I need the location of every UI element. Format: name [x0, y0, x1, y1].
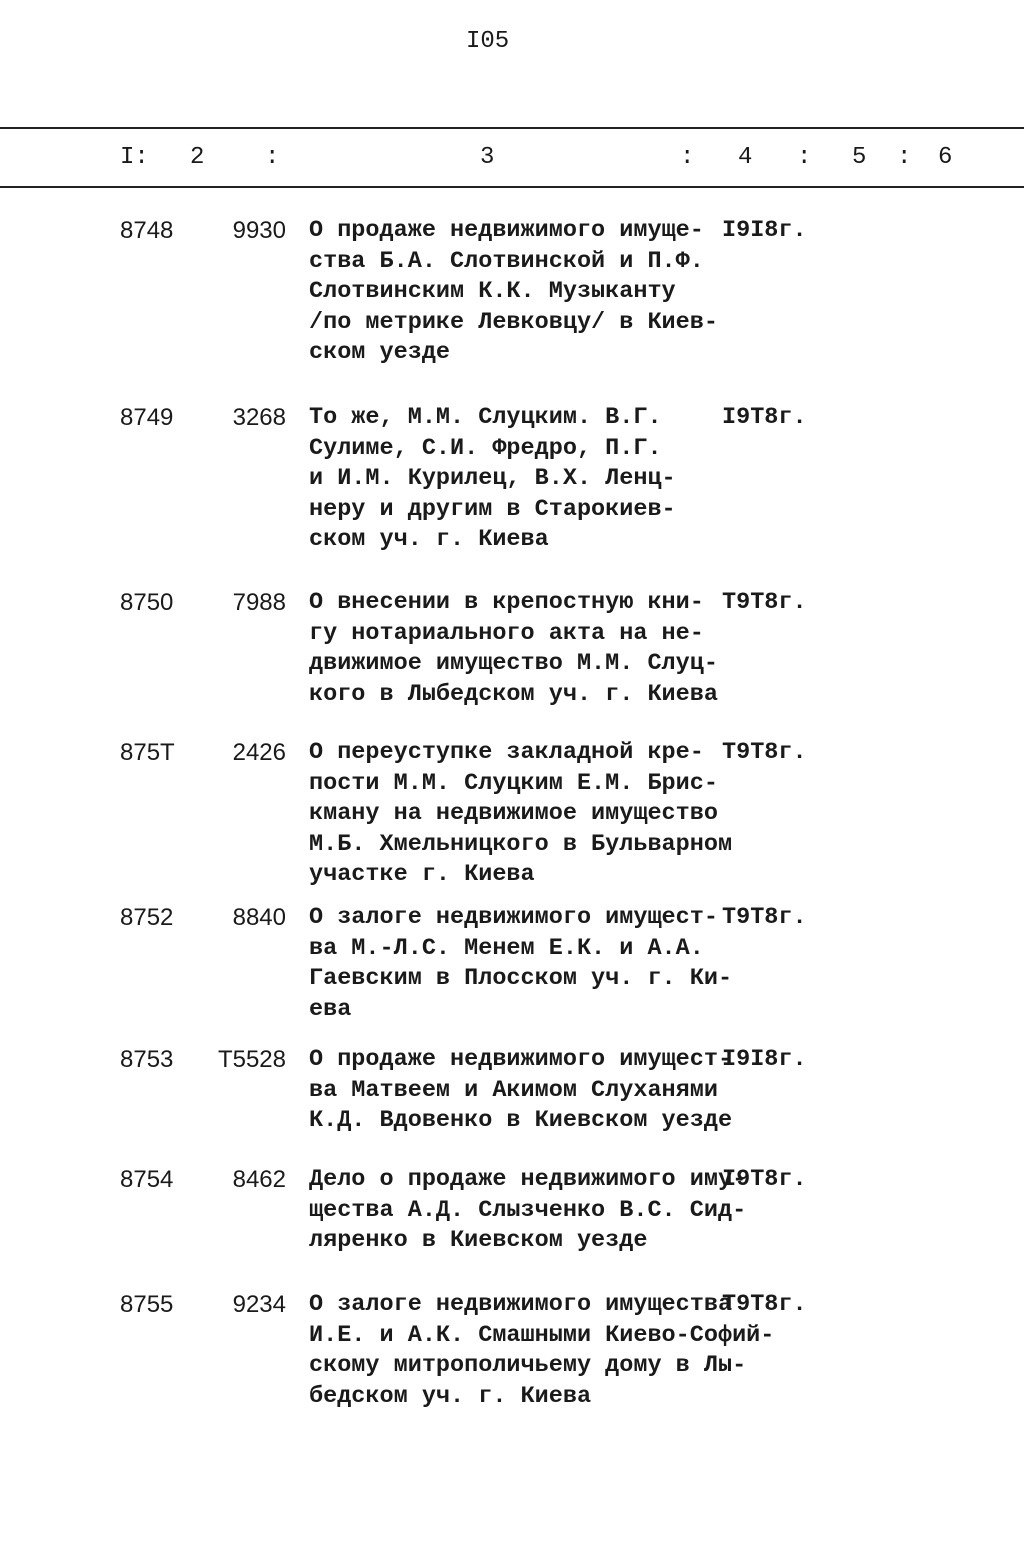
description-line: участке г. Киева: [309, 861, 535, 888]
description-line: М.Б. Хмельницкого в Бульварном: [309, 830, 733, 858]
description-line: Сулиме, С.И. Фредро, П.Г.: [309, 434, 662, 462]
header-sep: :: [680, 144, 695, 171]
record-year: I9T8г.: [722, 1166, 807, 1193]
description-line: О продаже недвижимого имущест-: [309, 1046, 733, 1073]
record-code: 2426: [232, 739, 286, 766]
header-bottom-rule: [0, 186, 1024, 188]
record-number: 8748: [120, 217, 174, 244]
description-line: И.Е. и А.К. Смашными Киево-Софий-: [309, 1321, 775, 1349]
header-col3: 3: [480, 144, 495, 171]
record-number: 8753: [120, 1046, 174, 1073]
record-description: [309, 903, 732, 1025]
record-year: I9I8г.: [722, 217, 807, 244]
record-year: T9T8г.: [722, 589, 807, 616]
header-sep: :: [897, 144, 912, 171]
header-sep: :: [265, 144, 280, 171]
description-line: щества А.Д. Слызченко В.С. Сид-: [309, 1196, 747, 1224]
header-col4: 4: [738, 144, 753, 171]
description-line: ляренко в Киевском уезде: [309, 1227, 648, 1254]
record-year: T9T8г.: [722, 1291, 807, 1318]
record-code: 8840: [232, 904, 286, 931]
record-description: [309, 1045, 732, 1137]
description-line: О внесении в крепостную кни-: [309, 589, 704, 616]
description-line: ева: [309, 995, 352, 1023]
record-year: I9I8г.: [722, 1046, 807, 1073]
record-number: 8752: [120, 904, 174, 931]
description-line: и И.М. Курилец, В.Х. Ленц-: [309, 465, 676, 492]
description-line: О переуступке закладной кре-: [309, 739, 704, 766]
description-line: /по метрике Левковцу/ в Киев-: [309, 308, 718, 336]
record-description: [309, 588, 718, 710]
record-number: 8749: [120, 404, 174, 431]
header-top-rule: [0, 127, 1024, 129]
record-number: 8755: [120, 1291, 174, 1318]
description-line: Слотвинским К.К. Музыканту: [309, 278, 676, 305]
record-code: 7988: [232, 589, 286, 616]
description-line: То же, М.М. Слуцким. В.Г.: [309, 404, 662, 431]
record-year: T9T8г.: [722, 904, 807, 931]
description-line: Дело о продаже недвижимого иму-: [309, 1166, 747, 1193]
description-line: О продаже недвижимого имуще-: [309, 217, 704, 244]
description-line: неру и другим в Старокиев-: [309, 495, 676, 523]
header-col5: 5: [852, 144, 867, 171]
description-line: ва Матвеем и Акимом Слуханями: [309, 1076, 718, 1104]
description-line: пости М.М. Слуцким Е.М. Брис-: [309, 769, 718, 797]
description-line: ва М.-Л.С. Менем Е.К. и А.А.: [309, 934, 704, 962]
description-line: бедском уч. г. Киева: [309, 1382, 592, 1410]
header-sep: :: [797, 144, 812, 171]
record-number: 875T: [120, 739, 175, 766]
header-col1: I:: [120, 144, 149, 171]
record-code: 3268: [232, 404, 286, 431]
record-description: [309, 1165, 746, 1257]
record-code: 9930: [232, 217, 286, 244]
record-description: [309, 216, 718, 369]
description-line: О залоге недвижимого имущества: [309, 1291, 733, 1318]
description-line: ства Б.А. Слотвинской и П.Ф.: [309, 247, 704, 275]
description-line: кого в Лыбедском уч. г. Киева: [309, 680, 718, 708]
record-description: [309, 738, 732, 891]
record-number: 8750: [120, 589, 174, 616]
description-line: К.Д. Вдовенко в Киевском уезде: [309, 1107, 733, 1134]
description-line: Гаевским в Плосском уч. г. Ки-: [309, 965, 733, 992]
description-line: скому митрополичьему дому в Лы-: [309, 1352, 747, 1379]
description-line: гу нотариального акта на не-: [309, 619, 704, 647]
record-year: T9T8г.: [722, 739, 807, 766]
record-code: 8462: [232, 1166, 286, 1193]
description-line: О залоге недвижимого имущест-: [309, 904, 718, 931]
page-number: I05: [466, 28, 510, 55]
header-col2: 2: [190, 144, 205, 171]
description-line: ском уезде: [309, 339, 451, 366]
header-col6: 6: [938, 144, 953, 171]
record-description: [309, 1290, 774, 1412]
description-line: движимое имущество М.М. Слуц-: [309, 650, 718, 677]
record-year: I9T8г.: [722, 404, 807, 431]
description-line: кману на недвижимое имущество: [309, 800, 718, 827]
record-code: T5528: [217, 1046, 286, 1073]
record-code: 9234: [232, 1291, 286, 1318]
record-number: 8754: [120, 1166, 174, 1193]
description-line: ском уч. г. Киева: [309, 526, 549, 553]
record-description: [309, 403, 676, 556]
